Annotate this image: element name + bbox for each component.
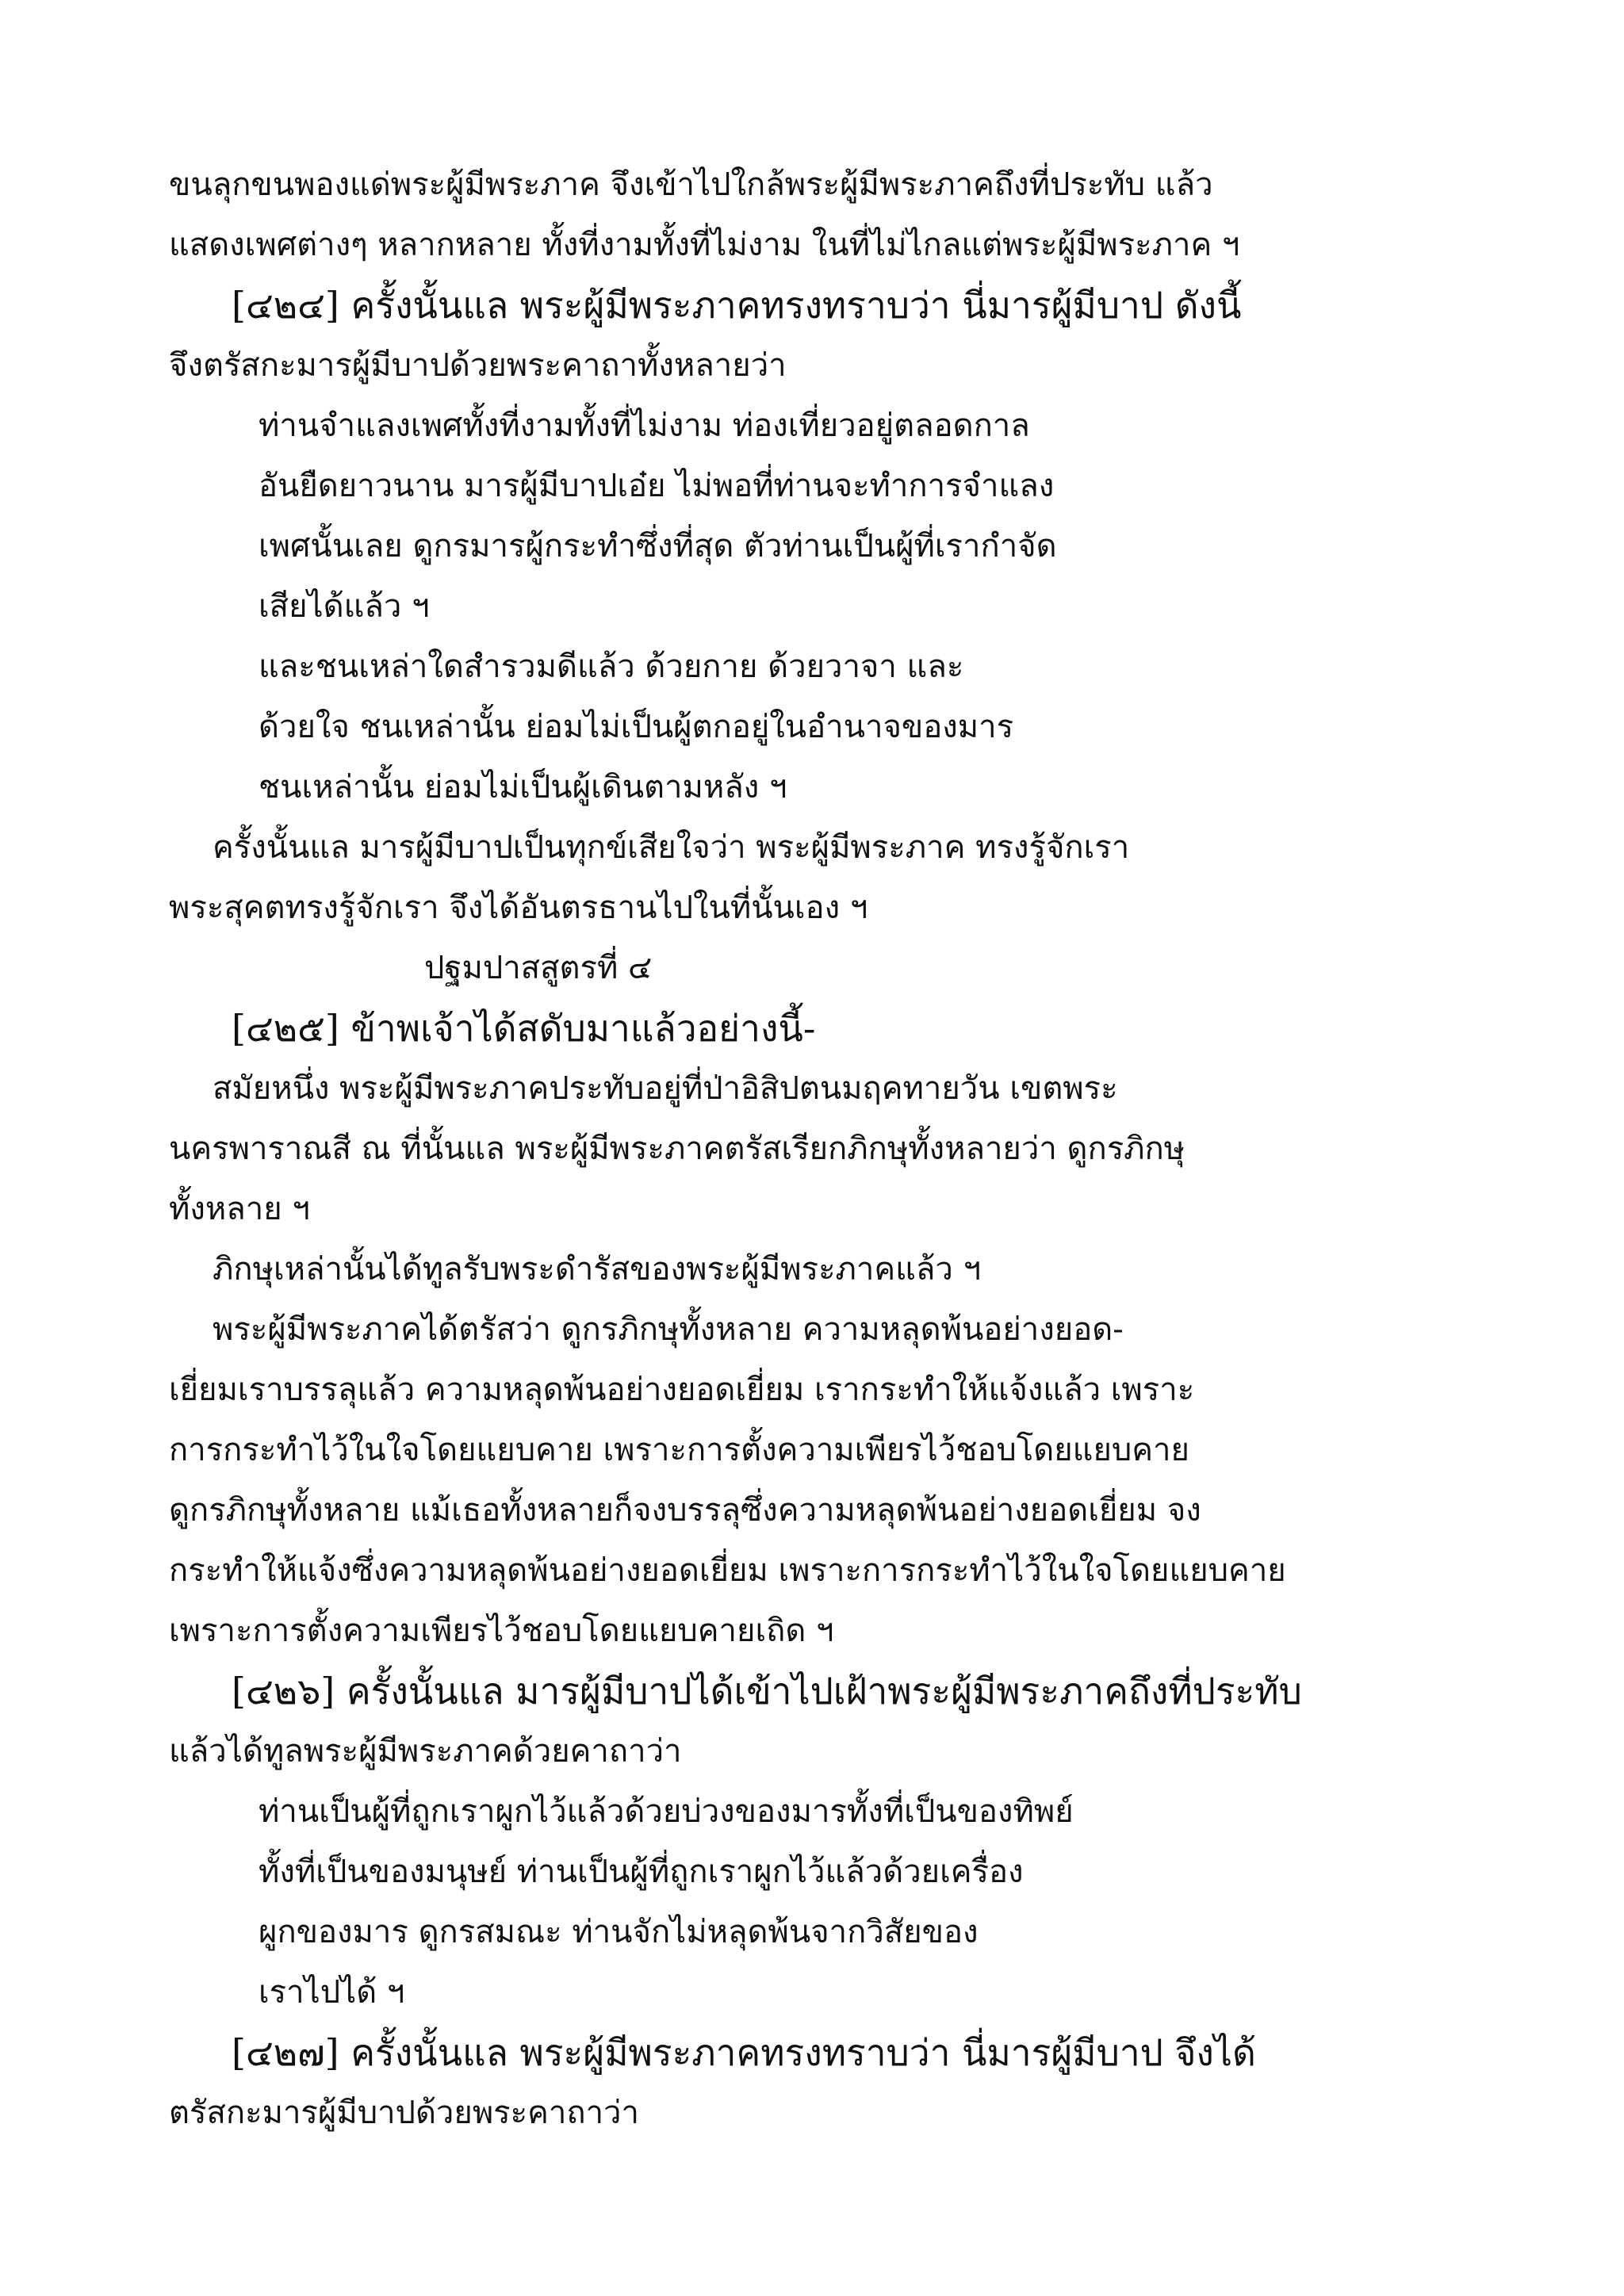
text-line: ตรัสกะมารผู้มีบาปด้วยพระคาถาว่า — [169, 2095, 639, 2131]
text-line: เพราะการตั้งความเพียรไว้ชอบโดยแยบคายเถิด ฯ — [169, 1613, 834, 1649]
text-line: ดูกรภิกษุทั้งหลาย แม้เธอทั้งหลายก็จงบรรลุซึ่งความหลุดพ้นอย่างยอดเยี่ยม จง — [169, 1492, 1201, 1529]
verse-line: อันยืดยาวนาน มารผู้มีบาปเอ๋ย ไม่พอที่ท่านจะทำการจำแลง — [259, 468, 1055, 504]
text-line: ขนลุกขนพองแด่พระผู้มีพระภาค จึงเข้าไปใกล้พระผู้มีพระภาคถึงที่ประทับ แล้ว — [169, 166, 1213, 203]
section-heading-424: [๔๒๔] ครั้งนั้นแล พระผู้มีพระภาคทรงทราบว่า นี่มารผู้มีบาป ดังนี้ — [232, 284, 1242, 327]
verse-line: ผูกของมาร ดูกรสมณะ ท่านจักไม่หลุดพ้นจากวิสัยของ — [259, 1914, 979, 1950]
text-line: พระผู้มีพระภาคได้ตรัสว่า ดูกรภิกษุทั้งหลาย ความหลุดพ้นอย่างยอด- — [213, 1311, 1124, 1348]
text-line: นครพาราณสี ณ ที่นั้นแล พระผู้มีพระภาคตรัสเรียกภิกษุทั้งหลายว่า ดูกรภิกษุ — [169, 1131, 1185, 1167]
section-heading-426: [๔๒๖] ครั้งนั้นแล มารผู้มีบาปได้เข้าไปเฝ้าพระผู้มีพระภาคถึงที่ประทับ — [232, 1670, 1302, 1712]
section-heading-427: [๔๒๗] ครั้งนั้นแล พระผู้มีพระภาคทรงทราบว่า นี่มารผู้มีบาป จึงได้ — [232, 2031, 1256, 2074]
verse-line: เราไปได้ ฯ — [259, 1974, 405, 2011]
text-line: ภิกษุเหล่านั้นได้ทูลรับพระดำรัสของพระผู้มีพระภาคแล้ว ฯ — [213, 1251, 982, 1288]
verse-line: และชนเหล่าใดสำรวมดีแล้ว ด้วยกาย ด้วยวาจา และ — [259, 649, 964, 685]
section-heading-425: [๔๒๕] ข้าพเจ้าได้สดับมาแล้วอย่างนี้- — [232, 1007, 816, 1050]
text-line: แล้วได้ทูลพระผู้มีพระภาคด้วยคาถาว่า — [169, 1733, 682, 1770]
text-line: การกระทำไว้ในใจโดยแยบคาย เพราะการตั้งความเพียรไว้ชอบโดยแยบคาย — [169, 1432, 1189, 1468]
text-line: กระทำให้แจ้งซึ่งความหลุดพ้นอย่างยอดเยี่ยม เพราะการกระทำไว้ในใจโดยแยบคาย — [169, 1552, 1286, 1589]
sutta-title: ปฐมปาสสูตรที่ ๔ — [424, 950, 653, 986]
verse-line: ด้วยใจ ชนเหล่านั้น ย่อมไม่เป็นผู้ตกอยู่ในอำนาจของมาร — [259, 709, 1014, 745]
text-line: ครั้งนั้นแล มารผู้มีบาปเป็นทุกข์เสียใจว่า พระผู้มีพระภาค ทรงรู้จักเรา — [213, 829, 1130, 866]
text-line: แสดงเพศต่างๆ หลากหลาย ทั้งที่งามทั้งที่ไม่งาม ในที่ไม่ไกลแต่พระผู้มีพระภาค ฯ — [169, 227, 1240, 263]
verse-line: ท่านเป็นผู้ที่ถูกเราผูกไว้แล้วด้วยบ่วงของมารทั้งที่เป็นของทิพย์ — [259, 1793, 1074, 1830]
verse-line: ทั้งที่เป็นของมนุษย์ ท่านเป็นผู้ที่ถูกเราผูกไว้แล้วด้วยเครื่อง — [259, 1854, 1024, 1890]
text-line: พระสุคตทรงรู้จักเรา จึงได้อันตรธานไปในที่นั้นเอง ฯ — [169, 890, 868, 926]
verse-line: เสียได้แล้ว ฯ — [259, 588, 430, 625]
verse-line: ท่านจำแลงเพศทั้งที่งามทั้งที่ไม่งาม ท่องเที่ยวอยู่ตลอดกาล — [259, 408, 1030, 444]
verse-line: ชนเหล่านั้น ย่อมไม่เป็นผู้เดินตามหลัง ฯ — [259, 769, 787, 806]
text-line: จึงตรัสกะมารผู้มีบาปด้วยพระคาถาทั้งหลายว่า — [169, 347, 787, 384]
verse-line: เพศนั้นเลย ดูกรมารผู้กระทำซึ่งที่สุด ตัวท่านเป็นผู้ที่เรากำจัด — [259, 528, 1057, 564]
text-line: สมัยหนึ่ง พระผู้มีพระภาคประทับอยู่ที่ป่าอิสิปตนมฤคทายวัน เขตพระ — [213, 1070, 1118, 1107]
text-line: เยี่ยมเราบรรลุแล้ว ความหลุดพ้นอย่างยอดเยี่ยม เรากระทำให้แจ้งแล้ว เพราะ — [169, 1372, 1195, 1408]
text-line: ทั้งหลาย ฯ — [169, 1191, 310, 1227]
